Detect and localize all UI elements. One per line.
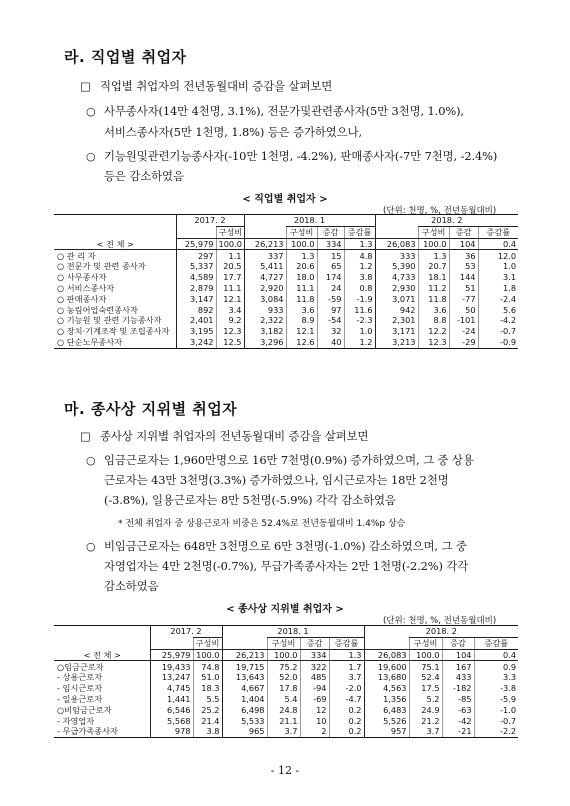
bullet-line (86, 452, 474, 468)
value-cell: 4.8 (344, 250, 375, 261)
value-cell: 19,433 (150, 661, 193, 672)
value-cell: 52.4 (409, 672, 442, 683)
value-cell: 17.5 (409, 683, 442, 694)
value-cell: 36 (449, 250, 478, 261)
header-blank (54, 626, 150, 650)
circle-bullet-icon: ○ (86, 540, 96, 553)
value-cell: 65 (317, 261, 344, 272)
value-cell: -24 (449, 326, 478, 337)
bullet-continuation: 자영업자는 4만 2천명(-0.7%), 무급가족종사자는 2만 1천명(-2.2%) 각각 (104, 559, 469, 573)
value-cell: 51.0 (193, 672, 222, 683)
row-label: ○ 판매종사자 (57, 293, 107, 304)
value-cell: 15 (317, 250, 344, 261)
header-share: 구성비 (409, 637, 442, 649)
value-cell: -4.7 (329, 694, 364, 705)
value-cell: -0.9 (478, 337, 518, 348)
value-cell: 3.1 (478, 272, 518, 283)
row-label: ○ 전문가 및 관련 종사자 (57, 261, 146, 272)
value-cell: -101 (449, 315, 478, 326)
value-cell: 20.7 (418, 261, 449, 272)
value-cell: 11.6 (344, 304, 375, 315)
value-cell: 40 (317, 337, 344, 348)
value-cell: 25.2 (193, 705, 222, 716)
bullet-line (86, 538, 467, 554)
value-cell: -4.2 (478, 315, 518, 326)
value-cell: 11.1 (286, 283, 317, 294)
table-row (54, 250, 518, 261)
circle-bullet-icon: ○ (86, 150, 96, 163)
value-cell: 18.3 (193, 683, 222, 694)
value-cell: 75.2 (267, 661, 300, 672)
bullet-continuation: 등은 감소하였음 (104, 169, 184, 183)
value-cell: -77 (449, 294, 478, 305)
value-cell: -0.7 (478, 326, 518, 337)
header-share: 구성비 (193, 637, 222, 649)
value-cell: -2.2 (474, 726, 518, 737)
value-cell: 5,390 (375, 261, 418, 272)
value-cell: -1.9 (344, 294, 375, 305)
row-label: ○비임금근로자 (57, 704, 112, 715)
value-cell: -42 (442, 715, 474, 726)
value-cell: 20.6 (286, 261, 317, 272)
value-cell: 0.2 (329, 705, 364, 716)
table-caption: < 종사상 지위별 취업자 > (226, 604, 344, 615)
value-cell: 26,213 (222, 649, 267, 661)
value-cell: 21.4 (193, 715, 222, 726)
value-cell: -182 (442, 683, 474, 694)
checkbox-square-icon: □ (80, 79, 91, 93)
value-cell: 18.0 (286, 272, 317, 283)
value-cell: 3,182 (244, 326, 286, 337)
value-cell: 2,930 (375, 283, 418, 294)
value-cell: 9.2 (216, 315, 244, 326)
header-2018-1: 2018. 1 (222, 626, 364, 638)
occupation-table (54, 214, 518, 349)
header-rate: 증감률 (474, 637, 518, 649)
row-label: ○ 장치·기계조작 및 조립종사자 (57, 326, 170, 337)
value-cell: 2,401 (176, 315, 216, 326)
header-share: 구성비 (286, 226, 317, 238)
header-rate: 증감률 (329, 637, 364, 649)
value-cell: -2.0 (329, 683, 364, 694)
header-change: 증감 (449, 226, 478, 238)
header-rate: 증감률 (478, 226, 518, 238)
table-row (54, 661, 518, 672)
value-cell: 17.7 (216, 272, 244, 283)
table-row (54, 672, 518, 683)
bullet-text: 임금근로자는 1,960만명으로 16만 7천명(0.9%) 증가하였으며, 그 중 상용 (104, 453, 474, 467)
value-cell: 333 (375, 250, 418, 261)
value-cell: 5,533 (222, 715, 267, 726)
value-cell: -2.3 (344, 315, 375, 326)
value-cell: 100.0 (267, 649, 300, 661)
value-cell: 11.8 (286, 294, 317, 305)
value-cell: 104 (449, 238, 478, 250)
header-share: 구성비 (216, 226, 244, 238)
table-row (54, 261, 518, 272)
value-cell: 3,171 (375, 326, 418, 337)
value-cell: 3,084 (244, 294, 286, 305)
row-label: - 일용근로자 (57, 694, 103, 705)
table-caption: < 직업별 취업자 > (242, 194, 328, 205)
row-label: - 자영업자 (57, 715, 95, 726)
value-cell: 12.3 (216, 326, 244, 337)
header-share: 구성비 (267, 637, 300, 649)
value-cell: -3.8 (474, 683, 518, 694)
value-cell: 5,568 (150, 715, 193, 726)
value-cell: 5.2 (409, 694, 442, 705)
value-cell: 5,526 (364, 715, 409, 726)
circle-bullet-icon: ○ (86, 105, 96, 118)
bullet-text: 비임금근로자는 648만 3천명으로 6만 3천명(-1.0%) 감소하였으며, 그 중 (104, 539, 467, 553)
value-cell: 12.5 (216, 337, 244, 348)
value-cell: 942 (375, 304, 418, 315)
table-row (54, 694, 518, 705)
value-cell: 144 (449, 272, 478, 283)
value-cell: -85 (442, 694, 474, 705)
value-cell: 0.4 (478, 238, 518, 250)
value-cell: 1.2 (344, 337, 375, 348)
value-cell: 1.1 (216, 250, 244, 261)
value-cell: 1.3 (344, 238, 375, 250)
value-cell: -54 (317, 315, 344, 326)
value-cell: 2,301 (375, 315, 418, 326)
value-cell: 4,667 (222, 683, 267, 694)
value-cell: 8.9 (286, 315, 317, 326)
table-row (54, 294, 518, 305)
bullet-line (86, 103, 464, 119)
row-label: ○ 단순노무종사자 (54, 337, 176, 348)
value-cell: 50 (449, 304, 478, 315)
value-cell: 433 (442, 672, 474, 683)
value-cell: 26,083 (364, 649, 409, 661)
table-row (54, 715, 518, 726)
table-row (54, 315, 518, 326)
value-cell: 4,745 (150, 683, 193, 694)
header-2017-2: 2017. 2 (176, 215, 244, 227)
intro-line (80, 428, 368, 444)
circle-bullet-icon: ○ (86, 454, 96, 467)
value-cell: 485 (300, 672, 329, 683)
value-cell: 174 (317, 272, 344, 283)
footnote: * 전체 취업자 중 상용근로자 비중은 52.4%로 전년동월대비 1.4%p 상승 (118, 519, 406, 529)
value-cell: 19,600 (364, 661, 409, 672)
table-row (54, 683, 518, 694)
value-cell: 5,411 (244, 261, 286, 272)
value-cell: 100.0 (216, 238, 244, 250)
value-cell: 1,441 (150, 694, 193, 705)
value-cell: 21.1 (267, 715, 300, 726)
value-cell: 4,589 (176, 272, 216, 283)
value-cell: 978 (150, 726, 193, 737)
bullet-continuation: 감소하였음 (104, 579, 159, 593)
row-label: ○ 서비스종사자 (57, 283, 115, 294)
employment-status-table (54, 625, 518, 738)
page-number: - 12 - (270, 764, 300, 777)
value-cell: 26,083 (375, 238, 418, 250)
value-cell: 0.8 (344, 283, 375, 294)
value-cell: 0.4 (474, 649, 518, 661)
value-cell: 104 (442, 649, 474, 661)
value-cell: 4,727 (244, 272, 286, 283)
value-cell: 32 (317, 326, 344, 337)
row-label: - 무급가족종사자 (54, 726, 150, 737)
value-cell: 11.2 (418, 283, 449, 294)
table-row (54, 304, 518, 315)
bullet-continuation: 근로자는 43만 3천명(3.3%) 증가하였으나, 임시근로자는 18만 2천명 (104, 473, 449, 487)
value-cell: 97 (317, 304, 344, 315)
row-label: ○ 사무종사자 (57, 272, 107, 283)
value-cell: -0.7 (474, 715, 518, 726)
value-cell: 10 (300, 715, 329, 726)
value-cell: 1.3 (329, 649, 364, 661)
value-cell: 322 (300, 661, 329, 672)
table-row (54, 272, 518, 283)
intro-text: 직업별 취업자의 전년동월대비 증감을 살펴보면 (100, 79, 333, 93)
value-cell: 100.0 (409, 649, 442, 661)
value-cell: 11.1 (216, 283, 244, 294)
value-cell: 13,247 (150, 672, 193, 683)
value-cell: 3.4 (216, 304, 244, 315)
table-row (54, 649, 518, 661)
value-cell: -2.4 (478, 294, 518, 305)
header-2017-2: 2017. 2 (150, 626, 222, 638)
value-cell: 3.7 (267, 726, 300, 737)
value-cell: 3,147 (176, 294, 216, 305)
value-cell: 5.6 (478, 304, 518, 315)
value-cell: 18.1 (418, 272, 449, 283)
intro-line (80, 78, 332, 94)
value-cell: 0.9 (474, 661, 518, 672)
value-cell: 51 (449, 283, 478, 294)
value-cell: 3.3 (474, 672, 518, 683)
value-cell: 12.6 (286, 337, 317, 348)
value-cell: -1.0 (474, 705, 518, 716)
value-cell: -63 (442, 705, 474, 716)
bullet-continuation: 서비스종사자(5만 1천명, 1.8%) 등은 증가하였으나, (104, 125, 363, 139)
value-cell: 12.3 (418, 337, 449, 348)
header-rate: 증감률 (344, 226, 375, 238)
table-unit-note: (단위: 천명, %, 전년동월대비) (383, 206, 497, 216)
value-cell: 5.4 (267, 694, 300, 705)
value-cell: -69 (300, 694, 329, 705)
value-cell: -21 (442, 726, 474, 737)
header-blank (54, 215, 176, 239)
value-cell: 1.2 (344, 261, 375, 272)
value-cell: 4,563 (364, 683, 409, 694)
value-cell: 3,195 (176, 326, 216, 337)
value-cell: 17.8 (267, 683, 300, 694)
value-cell: 1.0 (344, 326, 375, 337)
value-cell: 3,071 (375, 294, 418, 305)
table-row (54, 705, 518, 716)
row-label: ○임금근로자 (57, 661, 104, 672)
header-2018-2: 2018. 2 (375, 215, 518, 227)
value-cell: 0.2 (329, 715, 364, 726)
table-row (54, 337, 518, 348)
header-share: 구성비 (418, 226, 449, 238)
value-cell: 74.8 (193, 661, 222, 672)
row-label: < 전 체 > (54, 238, 176, 250)
value-cell: 957 (364, 726, 409, 737)
header-2018-2: 2018. 2 (364, 626, 518, 638)
bullet-text: 사무종사자(14만 4천명, 3.1%), 전문가및관련종사자(5만 3천명, 1.0%), (104, 104, 464, 118)
value-cell: 100.0 (418, 238, 449, 250)
table-row (54, 326, 518, 337)
value-cell: 20.5 (216, 261, 244, 272)
table-row (54, 726, 518, 737)
value-cell: 892 (176, 304, 216, 315)
value-cell: 24.9 (409, 705, 442, 716)
value-cell: 2,920 (244, 283, 286, 294)
value-cell: 12.1 (286, 326, 317, 337)
value-cell: 167 (442, 661, 474, 672)
value-cell: 1.0 (478, 261, 518, 272)
row-label: - 임시근로자 (57, 683, 103, 694)
section-heading-status: 마. 종사상 지위별 취업자 (64, 400, 238, 418)
value-cell: 1.7 (329, 661, 364, 672)
value-cell: 3,296 (244, 337, 286, 348)
value-cell: 0.2 (329, 726, 364, 737)
value-cell: 297 (176, 250, 216, 261)
row-label: - 상용근로자 (57, 672, 103, 683)
section-heading-occupation: 라. 직업별 취업자 (64, 48, 187, 66)
value-cell: -5.9 (474, 694, 518, 705)
value-cell: 337 (244, 250, 286, 261)
value-cell: 6,546 (150, 705, 193, 716)
value-cell: 1.3 (418, 250, 449, 261)
value-cell: 334 (317, 238, 344, 250)
value-cell: 13,680 (364, 672, 409, 683)
value-cell: 1.3 (286, 250, 317, 261)
table-unit-note: (단위: 천명, %, 전년동월대비) (383, 616, 497, 626)
value-cell: -29 (449, 337, 478, 348)
value-cell: 24 (317, 283, 344, 294)
value-cell: -94 (300, 683, 329, 694)
value-cell: 6,483 (364, 705, 409, 716)
value-cell: 75.1 (409, 661, 442, 672)
intro-text: 종사상 지위별 취업자의 전년동월대비 증감을 살펴보면 (100, 429, 369, 443)
value-cell: 12.0 (478, 250, 518, 261)
header-change: 증감 (317, 226, 344, 238)
value-cell: 5.5 (193, 694, 222, 705)
value-cell: 8.8 (418, 315, 449, 326)
table-header-row (54, 626, 518, 638)
value-cell: 53 (449, 261, 478, 272)
row-label: ○ 농림어업숙련종사자 (57, 304, 138, 315)
value-cell: 21.2 (409, 715, 442, 726)
value-cell: 4,733 (375, 272, 418, 283)
value-cell: 3,242 (176, 337, 216, 348)
header-change: 증감 (442, 637, 474, 649)
value-cell: 334 (300, 649, 329, 661)
value-cell: 19,715 (222, 661, 267, 672)
value-cell: 12.2 (418, 326, 449, 337)
row-label: < 전 체 > (54, 649, 150, 661)
value-cell: 26,213 (244, 238, 286, 250)
value-cell: 3.8 (193, 726, 222, 737)
value-cell: 100.0 (193, 649, 222, 661)
table-row (54, 283, 518, 294)
value-cell: 1,404 (222, 694, 267, 705)
checkbox-square-icon: □ (80, 429, 91, 443)
value-cell: 3.6 (418, 304, 449, 315)
value-cell: 13,643 (222, 672, 267, 683)
value-cell: 3.7 (409, 726, 442, 737)
header-change: 증감 (300, 637, 329, 649)
value-cell: 25,979 (150, 649, 193, 661)
value-cell: 3.7 (329, 672, 364, 683)
value-cell: -59 (317, 294, 344, 305)
value-cell: 11.8 (418, 294, 449, 305)
value-cell: 1.8 (478, 283, 518, 294)
bullet-continuation: (-3.8%), 일용근로자는 8만 5천명(-5.9%) 각각 감소하였음 (104, 493, 396, 507)
value-cell: 1,356 (364, 694, 409, 705)
value-cell: 5,337 (176, 261, 216, 272)
value-cell: 933 (244, 304, 286, 315)
value-cell: 3.8 (344, 272, 375, 283)
value-cell: 12 (300, 705, 329, 716)
value-cell: 965 (222, 726, 267, 737)
value-cell: 3,213 (375, 337, 418, 348)
value-cell: 52.0 (267, 672, 300, 683)
table-header-row (54, 215, 518, 227)
value-cell: 3.6 (286, 304, 317, 315)
table-row (54, 238, 518, 250)
row-label: ○ 관 리 자 (57, 250, 96, 261)
value-cell: 6,498 (222, 705, 267, 716)
value-cell: 2 (300, 726, 329, 737)
value-cell: 100.0 (286, 238, 317, 250)
value-cell: 25,979 (176, 238, 216, 250)
row-label: ○ 기능원 및 관련 기능종사자 (57, 315, 162, 326)
value-cell: 24.8 (267, 705, 300, 716)
header-2018-1: 2018. 1 (244, 215, 375, 227)
bullet-line (86, 148, 497, 164)
value-cell: 2,879 (176, 283, 216, 294)
value-cell: 2,322 (244, 315, 286, 326)
bullet-text: 기능원및관련기능종사자(-10만 1천명, -4.2%), 판매종사자(-7만 7천명, -2.4%) (104, 149, 498, 163)
value-cell: 12.1 (216, 294, 244, 305)
